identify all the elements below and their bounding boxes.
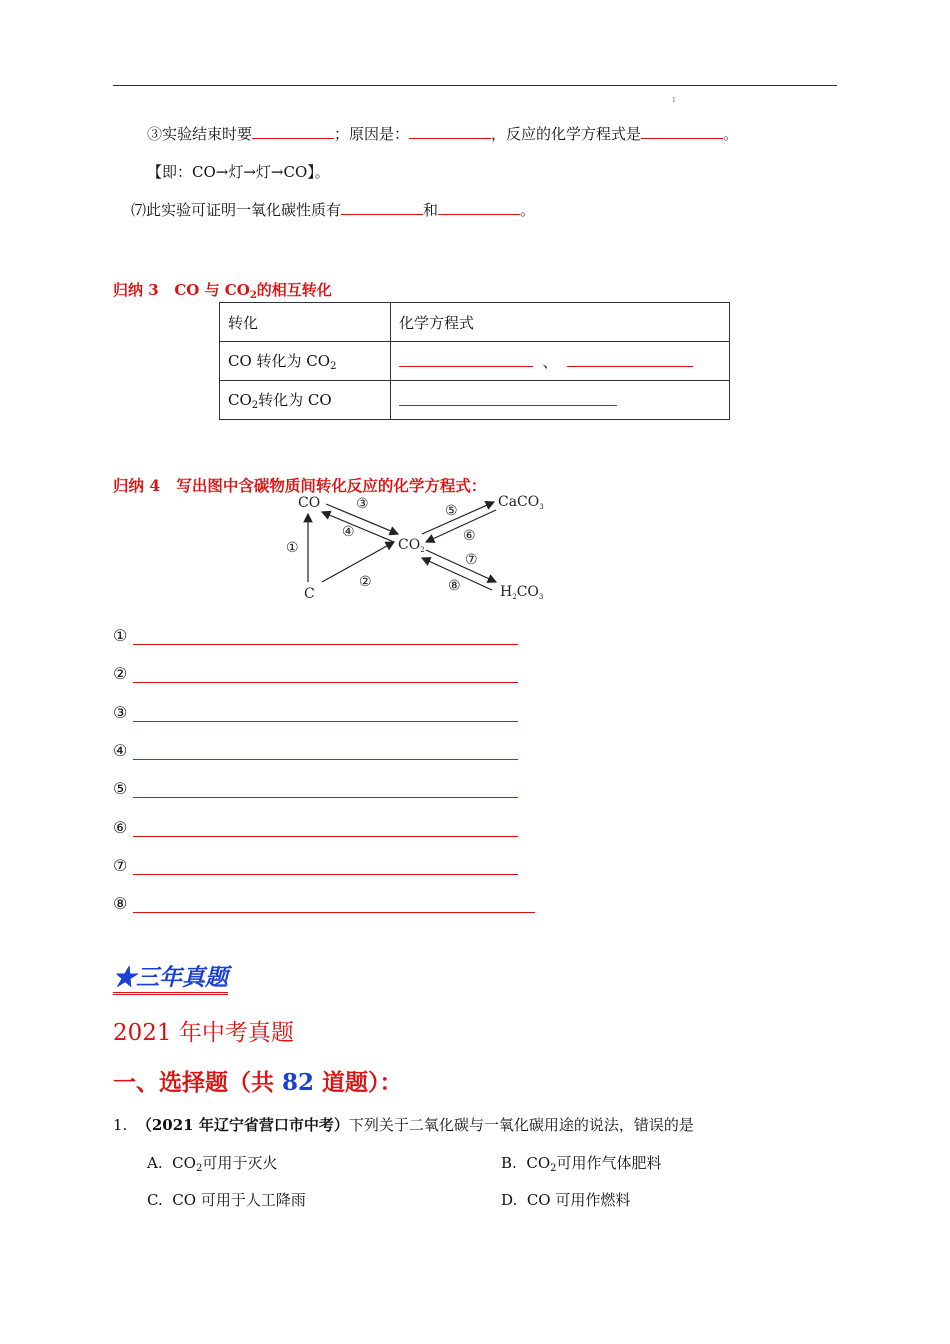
arrow-4 [322,512,394,542]
answer-line-6: ⑥ [113,818,127,837]
answer-line-2: ② [113,664,127,683]
carbon-conversion-diagram [270,488,560,606]
table-header: 转化 [220,303,391,342]
table-cell [391,381,730,420]
table-cell: CO 转化为 $CO_2$ [220,342,391,381]
answer-blank[interactable] [133,797,518,798]
table-cell: 、 [391,342,730,381]
summary3-title: 归纳 3 CO 与 $CO_2$的相互转化 [113,281,332,301]
answer-line-3: ③ [113,703,127,722]
answer-blank[interactable] [399,391,617,406]
table-row [220,342,730,381]
label-co2: $CO_2$ [398,537,425,554]
answer-blank[interactable] [133,644,518,645]
answer-line-8: ⑧ [113,894,127,913]
num-3: ③ [356,496,369,512]
page-mark: 1 [672,97,676,104]
section-heading: 一、选择题（共 82 道题）： [113,1069,403,1096]
question-item-7: ⑺此实验可证明一氧化碳性质有 和 。 [131,201,536,219]
header-rule [113,85,837,86]
answer-blank[interactable] [438,200,520,215]
option-b[interactable]: B. $CO_2$可用作气体肥料 [501,1154,662,1174]
label-c: C [304,586,315,602]
arrow-7 [426,550,496,582]
note-line: 【即：CO→灯→灯→CO】。 [147,163,330,181]
table-header: 化学方程式 [391,303,730,342]
answer-blank[interactable] [399,352,533,367]
answer-blank[interactable] [133,912,535,913]
arrow-5 [422,502,494,534]
answer-blank[interactable] [641,124,723,139]
answer-blank[interactable] [409,124,491,139]
answer-blank[interactable] [133,682,518,683]
arrow-2 [322,542,394,582]
answer-blank[interactable] [133,874,518,875]
answer-blank[interactable] [252,124,334,139]
answer-line-5: ⑤ [113,779,127,798]
conversion-table [219,302,730,420]
answer-line-1: ① [113,626,127,645]
question-item-3: ③实验结束时要 ；原因是： ，反应的化学方程式是 。 [147,125,739,143]
label-co: CO [298,495,321,511]
answer-blank[interactable] [341,200,423,215]
answer-line-7: ⑦ [113,856,127,875]
summary4-title: 归纳 4 写出图中含碳物质间转化反应的化学方程式： [113,476,487,495]
num-7: ⑦ [465,552,478,568]
table-row [220,303,730,342]
num-1: ① [286,540,299,556]
answer-blank[interactable] [133,721,518,722]
label-caco3: CaCO$_3$ [498,494,544,511]
num-5: ⑤ [445,503,458,519]
year-heading: 2021 年中考真题 [113,1020,294,1046]
option-d[interactable]: D. CO 可用作燃料 [501,1191,631,1209]
answer-blank[interactable] [133,836,518,837]
num-6: ⑥ [463,528,476,544]
table-cell: $CO_2$转化为 CO [220,381,391,420]
table-row [220,381,730,420]
question-1: 1. （2021 年辽宁省营口市中考）下列关于二氧化碳与一氧化碳用途的说法，错误的是 [113,1116,694,1134]
section-stars-title: ★三年真题 [113,964,228,995]
arrow-6 [426,510,496,542]
num-2: ② [359,574,372,590]
answer-blank[interactable] [133,759,518,760]
answer-line-4: ④ [113,741,127,760]
num-8: ⑧ [448,578,461,594]
num-4: ④ [342,524,355,540]
label-h2co3: $H_2CO_3$ [500,584,544,601]
answer-blank[interactable] [567,352,693,367]
option-c[interactable]: C. CO 可用于人工降雨 [147,1191,306,1209]
option-a[interactable]: A. $CO_2$可用于灭火 [147,1154,278,1174]
